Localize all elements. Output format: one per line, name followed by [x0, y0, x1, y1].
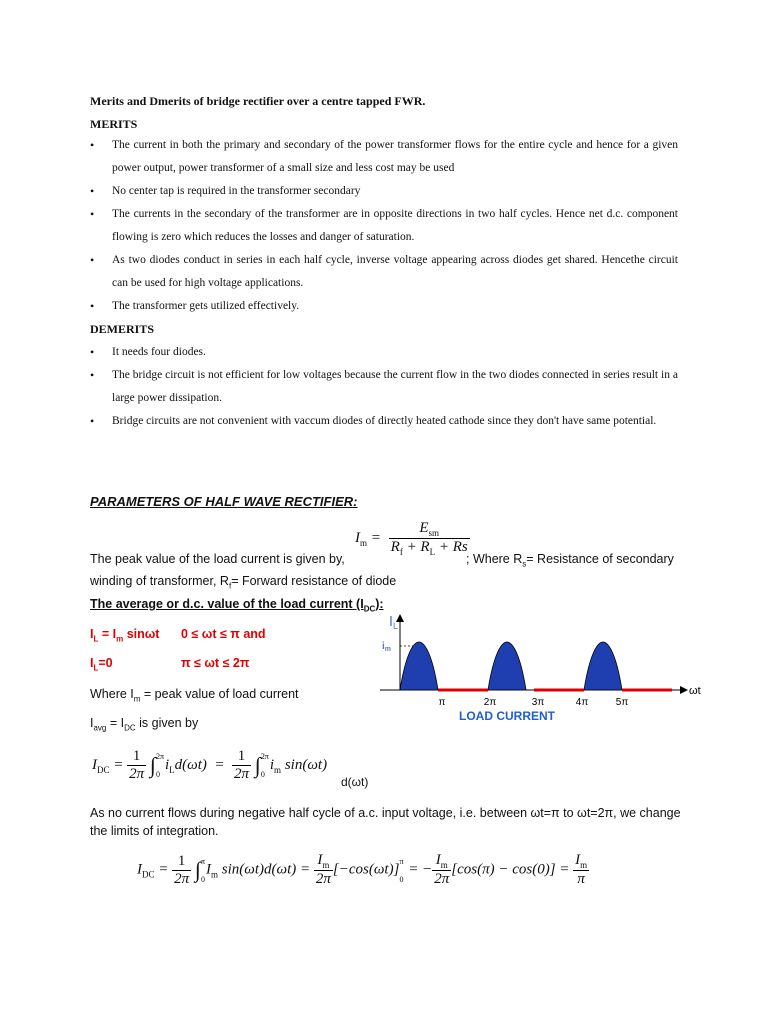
range-2: π ≤ ωt ≤ 2π	[181, 656, 250, 670]
peak-current-formula: $I_m$ = $\frac{E_{sm}}{R_f + R_L + Rs}$	[355, 520, 468, 557]
demerits-list	[90, 341, 678, 433]
x-axis-label: ωt	[689, 685, 701, 697]
il-equation-2: $I_L=0$	[90, 656, 113, 673]
list-item: • As two diodes conduct in series in each half cycle, inverse voltage appearing across diodes get shared. Hencethe circuit can be used for high voltage applications.	[90, 249, 678, 295]
demerits-heading: DEMERITS	[90, 322, 155, 336]
list-item: • The currents in the secondary of the transformer are in opposite directions in two half cycles. Hence net d.c. component flowing is zero which reduces the losses and danger of saturation.	[90, 203, 678, 249]
winding-text: winding of transformer, $R_f=$ Forward resistance of diode	[90, 574, 397, 591]
current-pulse-3	[584, 642, 622, 690]
current-pulse-2	[488, 642, 526, 690]
tick-label: 2π	[483, 697, 497, 708]
tick-label: 5π	[615, 697, 629, 708]
x-axis-arrow	[680, 686, 688, 694]
avg-heading: The average or d.c. value of the load current $(I_{DC})$:	[90, 597, 384, 614]
list-item: • Bridge circuits are not convenient with vaccum diodes of directly heated cathode since they don't have same potential.	[90, 410, 678, 433]
range-1: 0 ≤ ωt ≤ π and	[181, 627, 266, 641]
merits-heading: MERITS	[90, 117, 138, 131]
il-equation-1: $I_L = I_m$ sinωt	[90, 627, 160, 644]
peak-text: The peak value of the load current is given by,	[90, 552, 345, 566]
y-axis-label: $I_L$	[388, 613, 398, 631]
idc-result-formula: $I_{DC}$ = $\frac{1}{2\pi}$ ∫π $0I_m$ sin(ωt)d(ωt) = $\frac{I_m}{2\pi}$ [−cos(ωt)]π 0 = − $\frac{I_m}{2\pi}$ [cos(π) − cos(0)] = $\frac{I_m}{\pi}$	[137, 852, 588, 887]
graph-caption: LOAD CURRENT	[459, 709, 555, 723]
list-item: • The current in both the primary and secondary of the power transformer flows for the entire cycle and hence for a given power output, power transformer of a small size and less cost may be used	[90, 134, 678, 180]
document-title: Merits and Dmerits of bridge rectifier over a centre tapped FWR.	[90, 94, 426, 108]
tick-label: 3π	[531, 697, 545, 708]
load-current-graph	[376, 612, 706, 732]
idc-integral-formula: $I_{DC}$ = $\frac{1}{2\pi}$ ∫2π $0i_Ld(\omega t)$ = $\frac{1}{2\pi}$ ∫2π $0i_m$ sin(ωt)	[92, 748, 328, 782]
section-heading: PARAMETERS OF HALF WAVE RECTIFIER:	[90, 494, 358, 509]
iavg-text: $I_{avg} = I_{DC}$ is given by	[90, 716, 199, 733]
current-pulse-1	[400, 642, 438, 690]
negative-half-text: As no current flows during negative half cycle of a.c. input voltage, i.e. between ωt=π to ωt=2π, we change the limits of integration.	[90, 806, 681, 838]
list-item: • The bridge circuit is not efficient for low voltages because the current flow in the two diodes connected in series result in a large power dissipation.	[90, 364, 678, 410]
im-label: $i_m$	[382, 641, 392, 653]
dwt-label: d(ωt)	[341, 775, 369, 789]
list-item: • The transformer gets utilized effectively.	[90, 295, 678, 318]
list-item: • No center tap is required in the transformer secondary	[90, 180, 678, 203]
merits-list	[90, 134, 678, 318]
tick-label: 4π	[575, 697, 589, 708]
where-rs-text: ; Where $R_s=$ Resistance of secondary	[466, 552, 674, 569]
where-im-text: Where $I_m$ = peak value of load current	[90, 687, 299, 704]
tick-label: π	[438, 697, 446, 708]
list-item: • It needs four diodes.	[90, 341, 678, 364]
